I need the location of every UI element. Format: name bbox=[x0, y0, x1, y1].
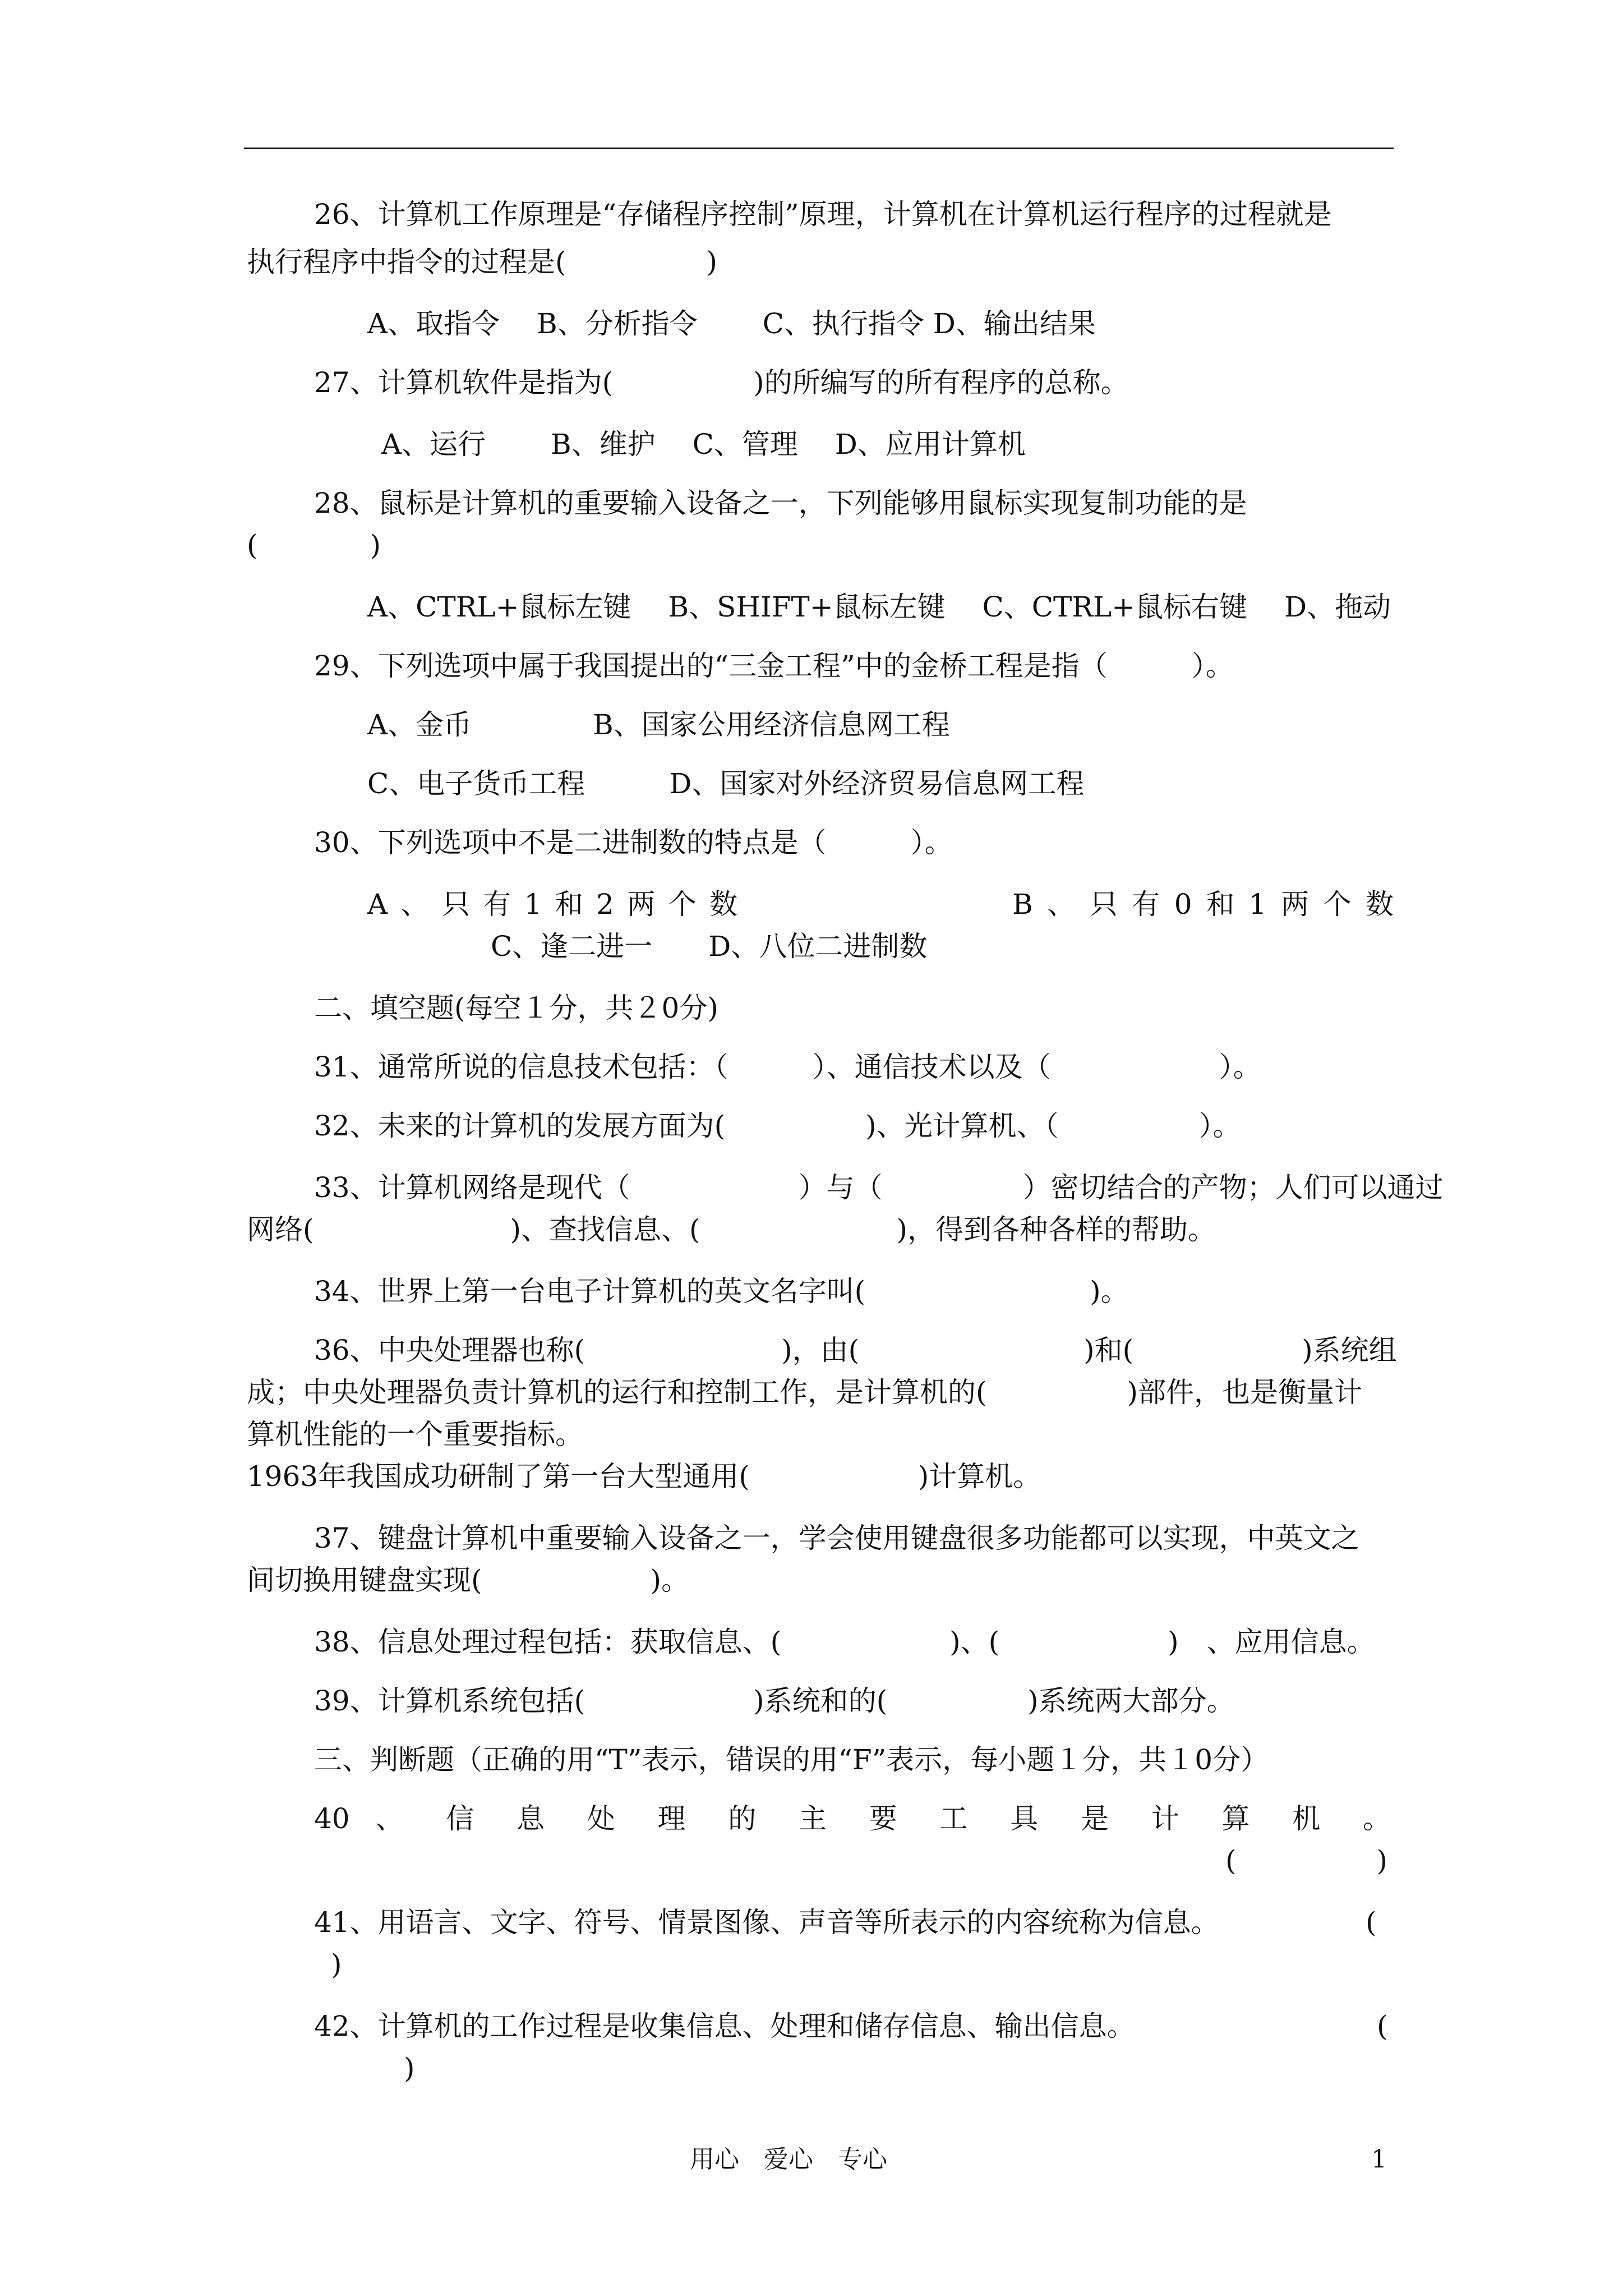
q33-line1: 33、计算机网络是现代（ ）与（ ）密切结合的产物；人们可以通过 bbox=[314, 1171, 1444, 1204]
q26-options: A、取指令 B、分析指令 C、执行指令 D、输出结果 bbox=[367, 307, 1096, 340]
q37-line2: 间切换用键盘实现( )。 bbox=[247, 1564, 690, 1596]
q30-option-b: B、只有0和1两个数 bbox=[1012, 888, 1394, 921]
q31: 31、通常所说的信息技术包括：（ ）、通信技术以及（ ）。 bbox=[314, 1051, 1261, 1083]
q28-line1: 28、鼠标是计算机的重要输入设备之一，下列能够用鼠标实现复制功能的是 bbox=[314, 487, 1247, 519]
q32: 32、未来的计算机的发展方面为( )、光计算机、（ ）。 bbox=[314, 1110, 1241, 1142]
q42-paren-open: ( bbox=[1377, 2010, 1388, 2042]
q34: 34、世界上第一台电子计算机的英文名字叫( )。 bbox=[314, 1275, 1129, 1308]
q28-line2: ( ) bbox=[247, 529, 381, 562]
q42-line1: 42、计算机的工作过程是收集信息、处理和储存信息、输出信息。 bbox=[314, 2010, 1135, 2042]
q38: 38、信息处理过程包括：获取信息、( )、( ) 、应用信息。 bbox=[314, 1626, 1375, 1658]
q42-paren-close: ) bbox=[404, 2052, 415, 2085]
q36-line2: 成；中央处理器负责计算机的运行和控制工作，是计算机的( )部件，也是衡量计 bbox=[247, 1376, 1363, 1409]
q36-line4: 1963年我国成功研制了第一台大型通用( )计算机。 bbox=[247, 1460, 1041, 1493]
q36-line1: 36、中央处理器也称( )，由( )和( )系统组 bbox=[314, 1334, 1397, 1366]
q41-line1: 41、用语言、文字、符号、情景图像、声音等所表示的内容统称为信息。 bbox=[314, 1906, 1219, 1939]
section-2-heading: 二、填空题(每空１分，共２0分) bbox=[314, 992, 718, 1024]
q29-options-1: A、金币 B、国家公用经济信息网工程 bbox=[367, 708, 950, 741]
page-number: 1 bbox=[1371, 2145, 1387, 2174]
q39: 39、计算机系统包括( )系统和的( )系统两大部分。 bbox=[314, 1685, 1235, 1717]
q28-options: A、CTRL+鼠标左键 B、SHIFT+鼠标左键 C、CTRL+鼠标右键 D、拖动 bbox=[367, 591, 1391, 623]
q26-line1: 26、计算机工作原理是“存储程序控制”原理，计算机在计算机运行程序的过程就是 bbox=[314, 198, 1332, 231]
q26-line2: 执行程序中指令的过程是( ) bbox=[247, 246, 718, 278]
q40-line1: 40 、 信 息 处 理 的 主 要 工 具 是 计 算 机 。 bbox=[314, 1802, 1391, 1835]
q41-paren-open: ( bbox=[1366, 1906, 1377, 1939]
section-3-heading: 三、判断题（正确的用“T”表示，错误的用“F”表示，每小题１分，共１0分） bbox=[314, 1743, 1269, 1776]
q36-line3: 算机性能的一个重要指标。 bbox=[247, 1418, 583, 1451]
q40-answer-paren: ( ) bbox=[1225, 1844, 1388, 1877]
q27-line1: 27、计算机软件是指为( )的所编写的所有程序的总称。 bbox=[314, 366, 1129, 399]
q29-line1: 29、下列选项中属于我国提出的“三金工程”中的金桥工程是指（ ）。 bbox=[314, 650, 1234, 682]
q27-options: A、运行 B、维护 C、管理 D、应用计算机 bbox=[381, 428, 1026, 461]
q37-line1: 37、键盘计算机中重要输入设备之一，学会使用键盘很多功能都可以实现，中英文之 bbox=[314, 1522, 1359, 1554]
q29-options-2: C、电子货币工程 D、国家对外经济贸易信息网工程 bbox=[367, 767, 1085, 800]
q30-option-a: A、只有1和2两个数 bbox=[367, 888, 737, 921]
q30-line1: 30、下列选项中不是二进制数的特点是（ ）。 bbox=[314, 826, 953, 859]
q33-line2: 网络( )、查找信息、( )，得到各种各样的帮助。 bbox=[247, 1213, 1216, 1246]
q41-paren-close: ) bbox=[331, 1948, 342, 1981]
footer-motto: 用心 爱心 专心 bbox=[690, 2145, 887, 2174]
header-rule bbox=[244, 148, 1394, 149]
q30-options-2: C、逢二进一 D、八位二进制数 bbox=[491, 930, 928, 963]
